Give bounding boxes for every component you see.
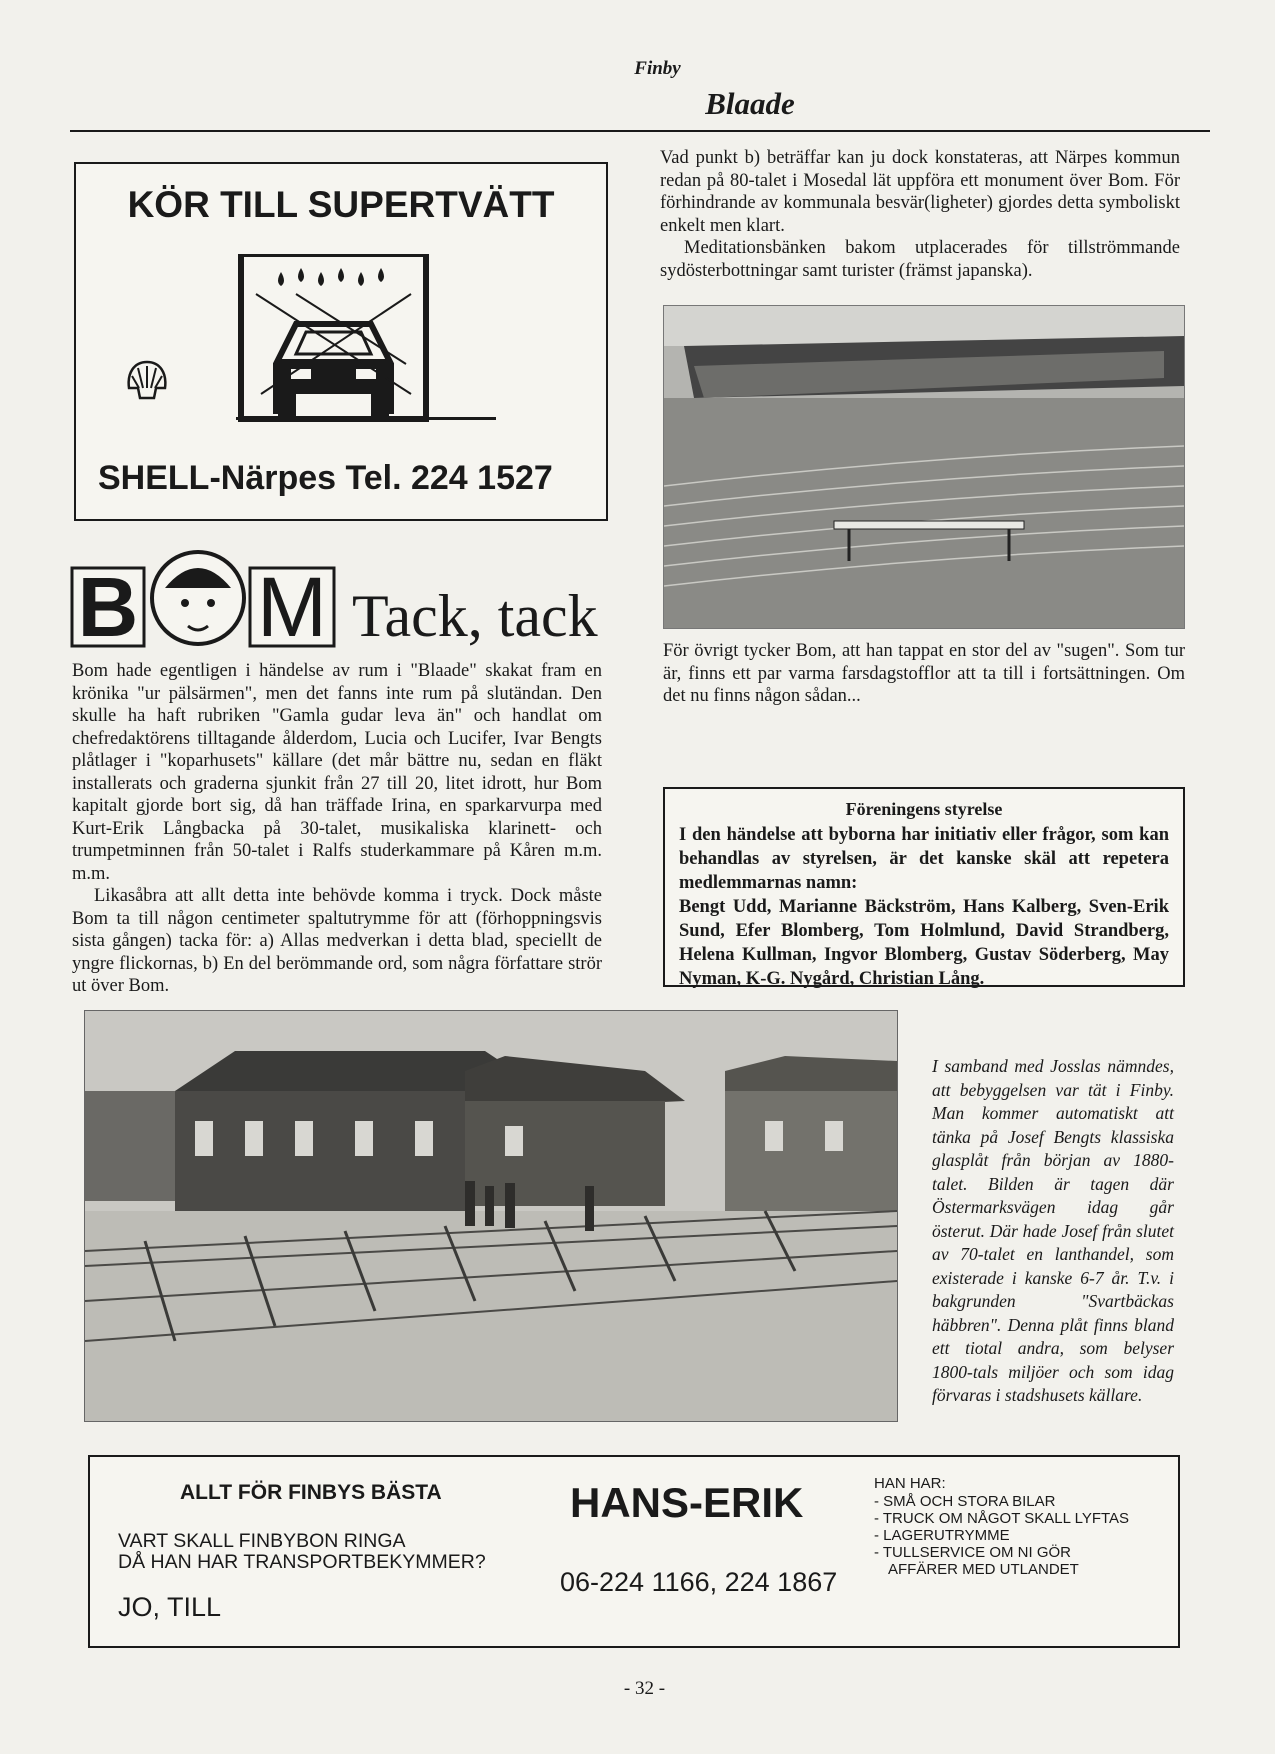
stadium-photo — [663, 305, 1185, 629]
list-item: - TRUCK OM NÅGOT SKALL LYFTAS — [874, 1510, 1130, 1527]
styrelse-box — [663, 787, 1185, 987]
bom-logo — [70, 548, 340, 650]
bom-logo-letter-b: B — [77, 560, 139, 650]
ad-question-line-1: VART SKALL FINBYBON RINGA — [118, 1530, 406, 1552]
styrelse-intro: I den händelse att byborna har initiativ eller frågor, som kan behandlas av styrelsen, är det kanske skäl att repetera medlemmarnas namn: — [679, 825, 1169, 893]
page-number: - 32 - — [623, 1678, 666, 1699]
bom-monument-text — [660, 147, 1180, 282]
paragraph: Meditationsbänken bakom utplacerades för tillströmmande sydösterbottningar samt turister (främst japanska). — [660, 238, 1180, 281]
list-item: - LAGERUTRYMME — [874, 1527, 1010, 1544]
historic-photo-caption: I samband med Josslas nämndes, att bebyggelsen var tät i Finby. Man kommer automatiskt att tänka på Josef Bengts klassiska glasplåt från början av 1880-talet. Bilden är tagen där Östermarksvägen idag går österut. Där hade Josef från slutet av 70-talet en lanthandel, som existerade i kanske 6-7 år. T.v. i bakgrunden "Svartbäckas häbbren". Denna plåt finns bland ett tiotal andra, som belyser 1800-tals miljöer och som idag förvaras i stadshusets källare. — [932, 1056, 1174, 1405]
ad-services-list — [874, 1493, 1129, 1578]
hans-erik-ad — [88, 1455, 1180, 1648]
bom-logo-letter-m: M — [257, 560, 327, 650]
header-rule — [70, 130, 1210, 132]
styrelse-members: Bengt Udd, Marianne Bäckström, Hans Kalberg, Sven-Erik Sund, Efer Blomberg, Tom Holmlund, David Strandberg, Helena Kullman, Ingvor Blomberg, Gustav Söderberg, May Nyman, K-G. Nygård, Christian Lång. — [679, 897, 1169, 989]
ad-services-heading: HAN HAR: — [874, 1475, 946, 1492]
bom-article-body — [72, 660, 602, 998]
ad-headline: ALLT FÖR FINBYS BÄSTA — [180, 1481, 442, 1504]
shell-ad-phone: SHELL-Närpes Tel. 224 1527 — [98, 459, 553, 497]
list-item: - TULLSERVICE OM NI GÖR — [874, 1544, 1071, 1561]
shell-ad-title: KÖR TILL SUPERTVÄTT — [127, 184, 555, 225]
shell-ad — [74, 162, 608, 521]
bom-article-title: Tack, tack — [352, 583, 598, 649]
shell-logo-icon — [124, 358, 170, 404]
paragraph: Likasåbra att allt detta inte behövde komma i tryck. Dock måste Bom ta till någon centimeter spaltutrymme för att (förhoppningsvis sista gången) tacka för: a) Allas medverkan i detta blad, speciellt de yngre flickornas, b) En del berömmande ord, som några författare strör ut över Bom. — [72, 886, 602, 996]
paragraph: Bom hade egentligen i händelse av rum i "Blaade" skakat fram en krönika "ur pälsärmen", men det fanns inte rum på slutändan. Den skulle ha haft rubriken "Gamla gudar leva än" och handlat om chefredaktörens tilltagande ålderdom, Lucia och Lucifer, Ivar Bengts plåtlager i "koparhusets" källare (det mår bättre nu, sedan en fläkt installerats och graderna sjunkit från 27 till 20, litet idrott, hur Bom kapitalt gjorde bort sig, då han träffade Irina, en sparkarvurpa med Kurt-Erik Långbacka på 30-talet, musikaliska klarinett- och trumpetminnen från 50-talet i Ralfs studerkammare på Kåren m.m. m.m. — [72, 661, 602, 884]
car-wash-icon — [236, 254, 496, 424]
ad-question — [118, 1531, 486, 1573]
masthead-blaade: Blaade — [705, 86, 795, 121]
masthead-finby: Finby — [634, 58, 681, 79]
ad-company-name: HANS-ERIK — [570, 1479, 804, 1526]
finby-historic-photo-drawing — [85, 1011, 897, 1421]
ad-question-line-2: DÅ HAN HAR TRANSPORTBEKYMMER? — [118, 1551, 486, 1573]
finby-historic-photo — [84, 1010, 898, 1422]
list-item: AFFÄRER MED UTLANDET — [888, 1561, 1079, 1578]
ad-answer: JO, TILL — [118, 1592, 222, 1622]
ad-phone: 06-224 1166, 224 1867 — [560, 1567, 838, 1597]
stadium-photo-drawing — [664, 306, 1184, 628]
styrelse-heading: Föreningens styrelse — [845, 799, 1003, 819]
list-item: - SMÅ OCH STORA BILAR — [874, 1493, 1056, 1510]
paragraph: Vad punkt b) beträffar kan ju dock konstateras, att Närpes kommun redan på 80-talet i Mosedal lät uppföra ett monument över Bom. För förhindrande av kommunala besvär(ligheter) gjordes detta symboliskt enkelt men klart. — [660, 148, 1180, 236]
ovrigt-text — [663, 640, 1185, 708]
paragraph: För övrigt tycker Bom, att han tappat en stor del av "sugen". Som tur är, finns ett par varma farsdagstofflor att ta till i fortsättningen. Om det nu finns någon sådan... — [663, 641, 1185, 706]
